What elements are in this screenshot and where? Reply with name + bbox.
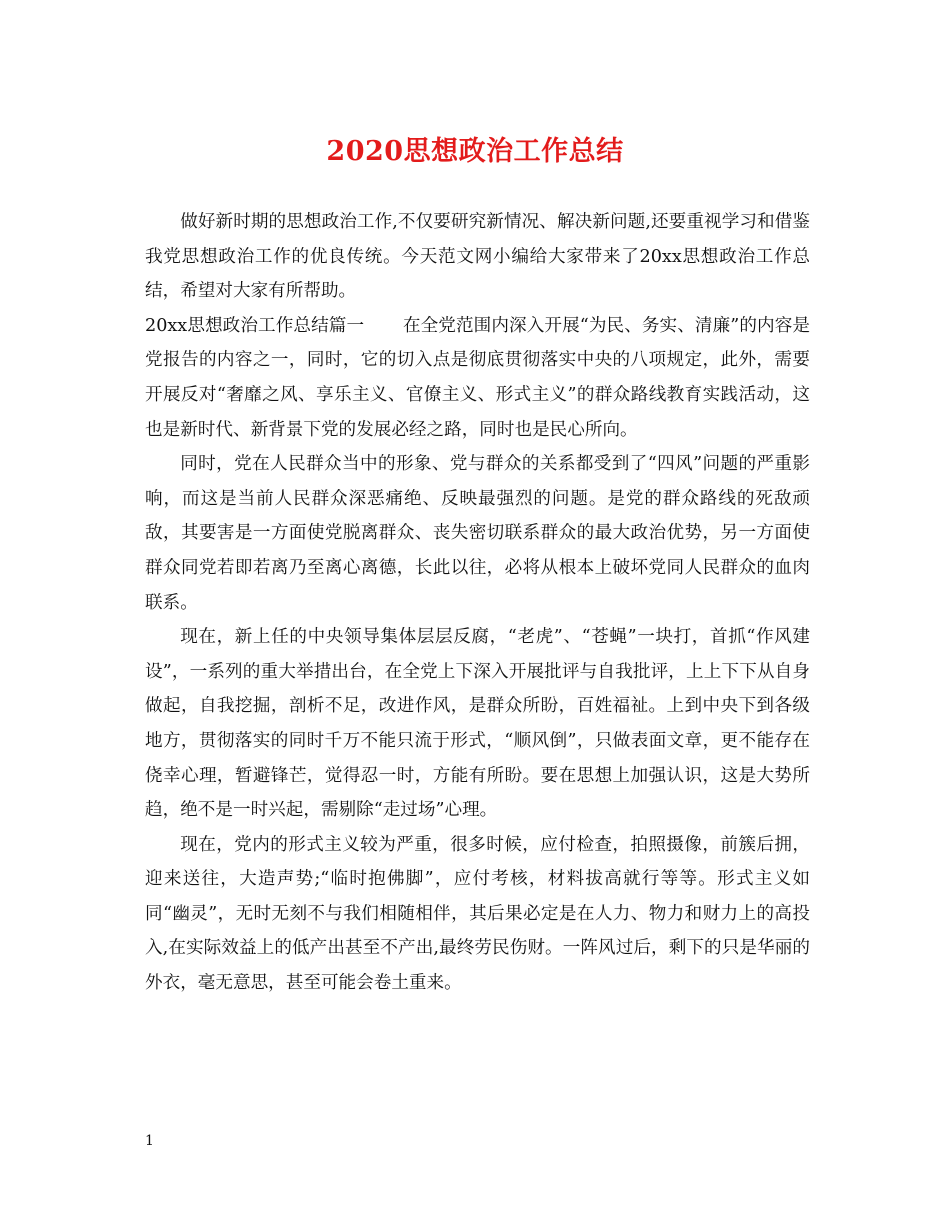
page-title: 2020思想政治工作总结 [326,136,624,167]
section-text: 在全党范围内深入开展“为民、务实、清廉”的内容是党报告的内容之一，同时，它的切入点是彻底贯彻落实中央的八项规定，此外，需要开展反对“奢靡之风、享乐主义、官僚主义、形式主义”的群众路线教育实践活动，这也是新时代、新背景下党的发展必经之路，同时也是民心所向。 [145,315,811,440]
paragraph-3: 现在，新上任的中央领导集体层层反腐，“老虎”、“苍蝇”一块打，首抓“作风建设”，一系列的重大举措出台，在全党上下深入开展批评与自我批评，上上下下从自身做起，自我挖掘，剖析不足，改进作风，是群众所盼，百姓福祉。上到中央下到各级地方，贯彻落实的同时千万不能只流于形式，“顺风倒”，只做表面文章，更不能存在侥幸心理，暂避锋芒，觉得忍一时，方能有所盼。要在思想上加强认识，这是大势所趋，绝不是一时兴起，需剔除“走过场”心理。 [145,627,810,821]
page-number: 1 [145,1133,154,1149]
document-body [145,205,810,1001]
paragraph-4: 现在，党内的形式主义较为严重，很多时候，应付检查，拍照摄像，前簇后拥，迎来送往，大造声势;“临时抱佛脚”，应付考核，材料拔高就行等等。形式主义如同“幽灵”，无时无刻不与我们相随相伴，其后果必定是在人力、物力和财力上的高投入,在实际效益上的低产出甚至不产出,最终劳民伤财。一阵风过后，剩下的只是华丽的外衣，毫无意思，甚至可能会卷土重来。 [145,834,810,994]
intro-paragraph: 做好新时期的思想政治工作,不仅要研究新情况、解决新问题,还要重视学习和借鉴我党思想政治工作的优良传统。今天范文网小编给大家带来了20xx思想政治工作总结，希望对大家有所帮助。 [145,212,810,302]
section-paragraph [145,309,810,447]
section-label: 20xx思想政治工作总结篇一 [145,315,365,336]
paragraph-2: 同时，党在人民群众当中的形象、党与群众的关系都受到了“四风”问题的严重影响，而这是当前人民群众深恶痛绝、反映最强烈的问题。是党的群众路线的死敌顽敌，其要害是一方面使党脱离群众、丧失密切联系群众的最大政治优势，另一方面使群众同党若即若离乃至离心离德，长此以往，必将从根本上破坏党同人民群众的血肉联系。 [145,454,810,613]
